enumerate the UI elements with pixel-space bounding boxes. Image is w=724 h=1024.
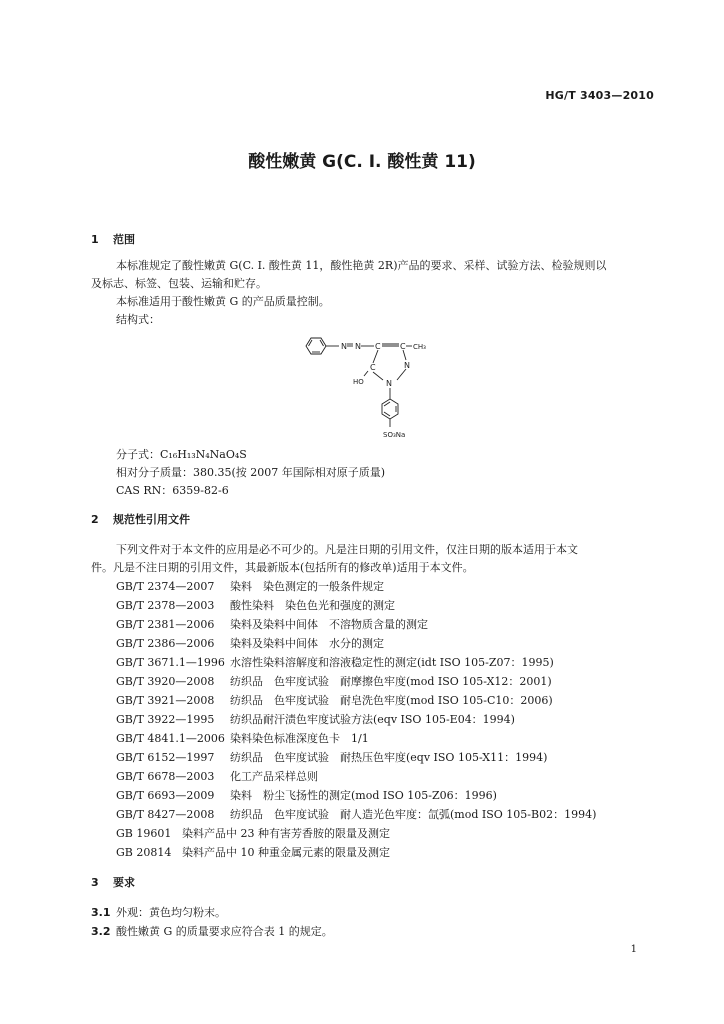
- reference-item: [116, 673, 552, 690]
- reference-code: GB 19601: [116, 827, 172, 840]
- standard-code: HG/T 3403—2010: [545, 89, 654, 102]
- benzene-ring-top: [306, 338, 326, 354]
- atom-n4: N: [386, 379, 392, 388]
- reference-item: [116, 692, 553, 709]
- reference-code: GB/T 2386—2006: [116, 637, 215, 650]
- reference-code: GB/T 4841.1—2006: [116, 732, 225, 745]
- reference-title: 染料产品中 23 种有害芳香胺的限量及测定: [182, 827, 390, 840]
- benzene-ring-bottom: [382, 399, 398, 427]
- section-3-heading: [91, 874, 135, 890]
- molecular-mass: 相对分子质量：380.35(按 2007 年国际相对原子质量): [116, 466, 386, 479]
- reference-item: [116, 787, 497, 804]
- atom-n1: N: [341, 342, 347, 351]
- requirement-text: 外观：黄色均匀粉末。: [116, 906, 226, 919]
- scope-paragraph-line-1: 本标准规定了酸性嫩黄 G(C. I. 酸性黄 11，酸性艳黄 2R)产品的要求、采样、试验方法、检验规则以: [116, 259, 607, 272]
- structure-label: 结构式：: [116, 313, 160, 326]
- reference-code: GB/T 2374—2007: [116, 580, 215, 593]
- reference-title: 染料产品中 10 种重金属元素的限量及测定: [182, 846, 390, 859]
- requirement-number: 3.1: [91, 906, 111, 919]
- reference-title: 纺织品 色牢度试验 耐热压色牢度(eqv ISO 105-X11：1994): [230, 751, 548, 764]
- reference-title: 化工产品采样总则: [230, 770, 318, 783]
- reference-title: 染料染色标准深度色卡 1/1: [230, 732, 369, 745]
- scope-paragraph-line-2: 及标志、标签、包装、运输和贮存。: [91, 277, 267, 290]
- section-2-number: 2: [91, 513, 99, 526]
- reference-code: GB/T 6152—1997: [116, 751, 215, 764]
- structural-formula: [300, 333, 430, 445]
- reference-title: 染料及染料中间体 水分的测定: [230, 637, 384, 650]
- section-2-heading: [91, 511, 190, 527]
- section-3-number: 3: [91, 876, 99, 889]
- section-3-title: 要求: [113, 876, 135, 889]
- molecular-formula: 分子式：C₁₆H₁₃N₄NaO₄S: [116, 448, 247, 461]
- reference-title: 纺织品 色牢度试验 耐皂洗色牢度(mod ISO 105-C10：2006): [230, 694, 553, 707]
- scope-paragraph-2: 本标准适用于酸性嫩黄 G 的产品质量控制。: [116, 295, 330, 308]
- reference-title: 水溶性染料溶解度和溶液稳定性的测定(idt ISO 105-Z07：1995): [230, 656, 554, 669]
- references-intro-line-1: 下列文件对于本文件的应用是必不可少的。凡是注日期的引用文件，仅注日期的版本适用于本文: [116, 543, 578, 556]
- reference-title: 纺织品 色牢度试验 耐人造光色牢度：氙弧(mod ISO 105-B02：1994): [230, 808, 597, 821]
- section-1-number: 1: [91, 233, 99, 246]
- reference-item: [116, 730, 369, 747]
- atom-c3: C: [370, 363, 376, 372]
- reference-item: [116, 635, 384, 652]
- requirement-text: 酸性嫩黄 G 的质量要求应符合表 1 的规定。: [116, 925, 333, 938]
- section-1-heading: [91, 231, 135, 247]
- reference-code: GB/T 2378—2003: [116, 599, 215, 612]
- reference-item: [116, 654, 554, 671]
- reference-code: GB/T 6678—2003: [116, 770, 215, 783]
- section-2-title: 规范性引用文件: [113, 513, 190, 526]
- atom-c1: C: [375, 342, 381, 351]
- atom-ch3: CH₃: [413, 343, 426, 351]
- reference-title: 纺织品 色牢度试验 耐摩擦色牢度(mod ISO 105-X12：2001): [230, 675, 552, 688]
- reference-code: GB/T 6693—2009: [116, 789, 215, 802]
- document-title: 酸性嫩黄 G(C. I. 酸性黄 11): [248, 152, 476, 172]
- atom-so3na: SO₃Na: [383, 431, 406, 439]
- reference-item: [116, 806, 596, 823]
- reference-item: [116, 749, 547, 766]
- reference-code: GB/T 2381—2006: [116, 618, 215, 631]
- reference-code: GB 20814: [116, 846, 172, 859]
- reference-code: GB/T 3920—2008: [116, 675, 215, 688]
- reference-title: 染料及染料中间体 不溶物质含量的测定: [230, 618, 428, 631]
- reference-item: [116, 616, 428, 633]
- section-1-title: 范围: [113, 233, 135, 246]
- reference-item: [116, 578, 384, 595]
- reference-title: 纺织品耐汗渍色牢度试验方法(eqv ISO 105-E04：1994): [230, 713, 515, 726]
- references-intro-line-2: 件。凡是不注日期的引用文件，其最新版本(包括所有的修改单)适用于本文件。: [91, 561, 474, 574]
- atom-ho: HO: [353, 378, 364, 386]
- atom-n3: N: [404, 361, 410, 370]
- reference-item: [116, 597, 395, 614]
- reference-title: 染料 粉尘飞扬性的测定(mod ISO 105-Z06：1996): [230, 789, 497, 802]
- reference-code: GB/T 3922—1995: [116, 713, 215, 726]
- reference-item: [116, 711, 515, 728]
- reference-code: GB/T 8427—2008: [116, 808, 215, 821]
- atom-c2: C: [400, 342, 406, 351]
- requirement-item: [91, 904, 226, 920]
- reference-code: GB/T 3921—2008: [116, 694, 215, 707]
- atom-n2: N: [355, 342, 361, 351]
- page-number: 1: [630, 944, 637, 955]
- reference-code: GB/T 3671.1—1996: [116, 656, 225, 669]
- reference-title: 酸性染料 染色色光和强度的测定: [230, 599, 395, 612]
- reference-item: [116, 844, 390, 861]
- requirement-number: 3.2: [91, 925, 111, 938]
- requirement-item: [91, 923, 333, 939]
- reference-item: [116, 825, 390, 842]
- cas-number: CAS RN：6359-82-6: [116, 484, 229, 497]
- reference-title: 染料 染色测定的一般条件规定: [230, 580, 384, 593]
- reference-item: [116, 768, 318, 785]
